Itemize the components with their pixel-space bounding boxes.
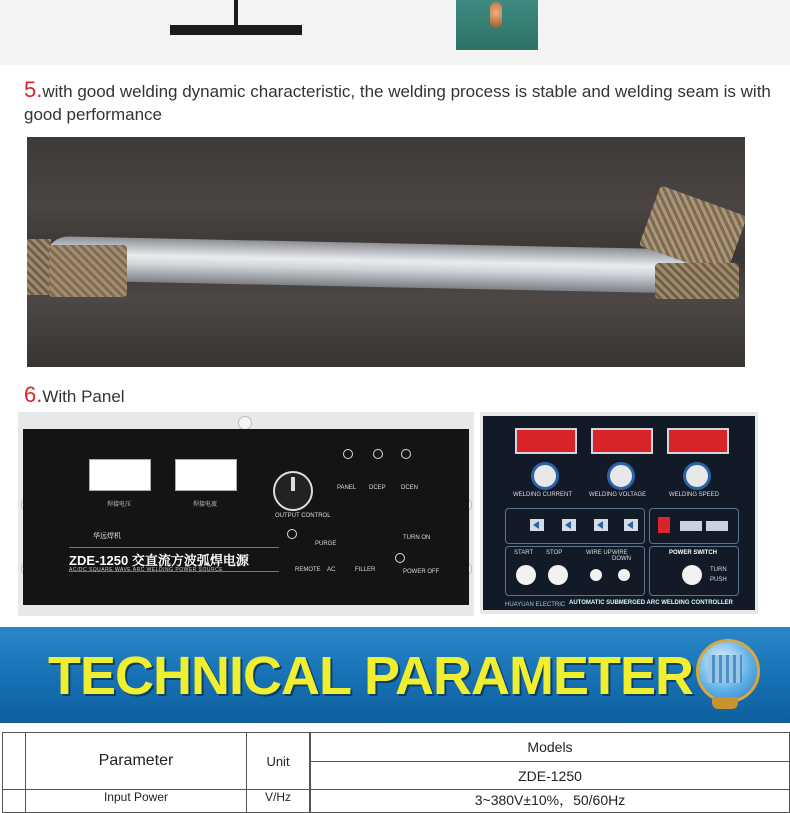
left-arrow-icon bbox=[624, 519, 638, 531]
operation-buttons-group bbox=[505, 546, 645, 596]
fixture-stem-graphic bbox=[234, 0, 238, 26]
switch-state-label: TURN bbox=[710, 567, 727, 573]
speed-led-display bbox=[667, 428, 729, 454]
row-parameter: Input Power bbox=[26, 790, 247, 813]
start-button-icon bbox=[516, 565, 536, 585]
power-source-panel bbox=[23, 429, 469, 605]
parameter-table bbox=[2, 732, 790, 813]
power-source-panel-photo bbox=[18, 412, 474, 616]
panel-screw-hole bbox=[238, 416, 252, 430]
panel-model-subtitle: AC/DC SQUARE WAVE ARC WELDING POWER SOURCE bbox=[69, 567, 224, 573]
electrode-tip-photo bbox=[456, 0, 538, 50]
switch-state-label: PUSH bbox=[710, 577, 727, 583]
indicator-label: POWER OFF bbox=[403, 569, 440, 575]
technical-parameter-banner bbox=[0, 627, 790, 723]
wire-up-button-icon bbox=[590, 569, 602, 581]
small-led-icon bbox=[658, 517, 670, 533]
globe-city-icon bbox=[694, 639, 758, 709]
current-display bbox=[175, 459, 237, 491]
section-5-heading bbox=[24, 78, 774, 126]
panel-button-icon bbox=[343, 449, 353, 459]
fixture-bar-graphic bbox=[170, 25, 302, 35]
left-arrow-icon bbox=[530, 519, 544, 531]
power-switch-icon bbox=[682, 565, 702, 585]
controller-title: AUTOMATIC SUBMERGED ARC WELDING CONTROLLER bbox=[569, 600, 733, 606]
wire-down-label: WIRE DOWN bbox=[612, 550, 631, 562]
indicator-label: FILLER bbox=[355, 567, 376, 573]
row-unit: V/Hz bbox=[247, 790, 310, 813]
table-index-cell bbox=[3, 733, 26, 790]
row-value: 3~380V±10%，50/60Hz bbox=[311, 790, 790, 813]
panel-button-icon bbox=[373, 449, 383, 459]
section-5-text: with good welding dynamic characteristic, the welding process is stable and welding seam is with good performance bbox=[24, 82, 771, 124]
current-led-display bbox=[515, 428, 577, 454]
section-6-number: 6. bbox=[24, 382, 43, 407]
panel-brand: 华远焊机 bbox=[93, 533, 121, 540]
welding-voltage-knob-icon bbox=[607, 462, 635, 490]
slag-left-edge bbox=[27, 239, 51, 295]
panel-model-title: ZDE-1250 交直流方波弧焊电源 bbox=[69, 547, 279, 572]
indicator-label: TURN ON bbox=[403, 535, 431, 541]
voltage-display-label: 焊接电压 bbox=[107, 502, 132, 508]
indicator-label: REMOTE bbox=[295, 567, 321, 573]
header-unit: Unit bbox=[247, 733, 310, 790]
left-arrow-icon bbox=[594, 519, 608, 531]
output-control-knob-icon bbox=[273, 471, 313, 511]
mode-switch-icon bbox=[680, 521, 702, 531]
knob-label: WELDING VOLTAGE bbox=[589, 492, 647, 498]
current-display-label: 焊接电流 bbox=[193, 502, 218, 508]
mode-switch-icon bbox=[706, 521, 728, 531]
section-5-number: 5. bbox=[24, 77, 43, 102]
panel-button-icon bbox=[395, 553, 405, 563]
voltage-display bbox=[89, 459, 151, 491]
section-6-heading bbox=[24, 383, 125, 408]
weld-bead bbox=[47, 236, 708, 294]
welding-speed-knob-icon bbox=[683, 462, 711, 490]
wire-down-button-icon bbox=[618, 569, 630, 581]
header-model-name: ZDE-1250 bbox=[311, 762, 790, 790]
panel-button-icon bbox=[287, 529, 297, 539]
knob-label: OUTPUT CONTROL bbox=[275, 513, 331, 519]
indicator-label: DCEN bbox=[401, 485, 419, 491]
controller-brand: HUAYUAN ELECTRIC bbox=[505, 602, 566, 608]
weld-seam-photo bbox=[27, 137, 745, 367]
indicator-label: PURGE bbox=[315, 541, 337, 547]
voltage-led-display bbox=[591, 428, 653, 454]
indicator-label: PANEL bbox=[337, 485, 357, 491]
controller-panel-photo bbox=[480, 412, 758, 614]
power-switch-label: POWER SWITCH bbox=[669, 550, 717, 556]
header-models: Models bbox=[311, 733, 790, 762]
slag-left bbox=[49, 245, 127, 297]
section-6-text: With Panel bbox=[42, 387, 125, 406]
knob-label: WELDING SPEED bbox=[669, 492, 720, 498]
panel-button-icon bbox=[401, 449, 411, 459]
stop-button-icon bbox=[548, 565, 568, 585]
controller-panel bbox=[483, 416, 755, 610]
parameter-display-group bbox=[649, 508, 739, 544]
indicator-label: DCEP bbox=[369, 485, 386, 491]
mode-selector-group bbox=[505, 508, 645, 544]
welding-current-knob-icon bbox=[531, 462, 559, 490]
stop-label: STOP bbox=[546, 550, 563, 556]
indicator-label: AC bbox=[327, 567, 336, 573]
left-arrow-icon bbox=[562, 519, 576, 531]
wire-up-label: WIRE UP bbox=[586, 550, 612, 556]
table-row bbox=[3, 790, 790, 813]
slag-right-lower bbox=[655, 263, 739, 299]
knob-label: WELDING CURRENT bbox=[513, 492, 573, 498]
banner-title: TECHNICAL PARAMETER bbox=[48, 646, 694, 706]
header-parameter: Parameter bbox=[26, 733, 247, 790]
previous-section-strip bbox=[0, 0, 790, 65]
start-label: START bbox=[514, 550, 534, 556]
